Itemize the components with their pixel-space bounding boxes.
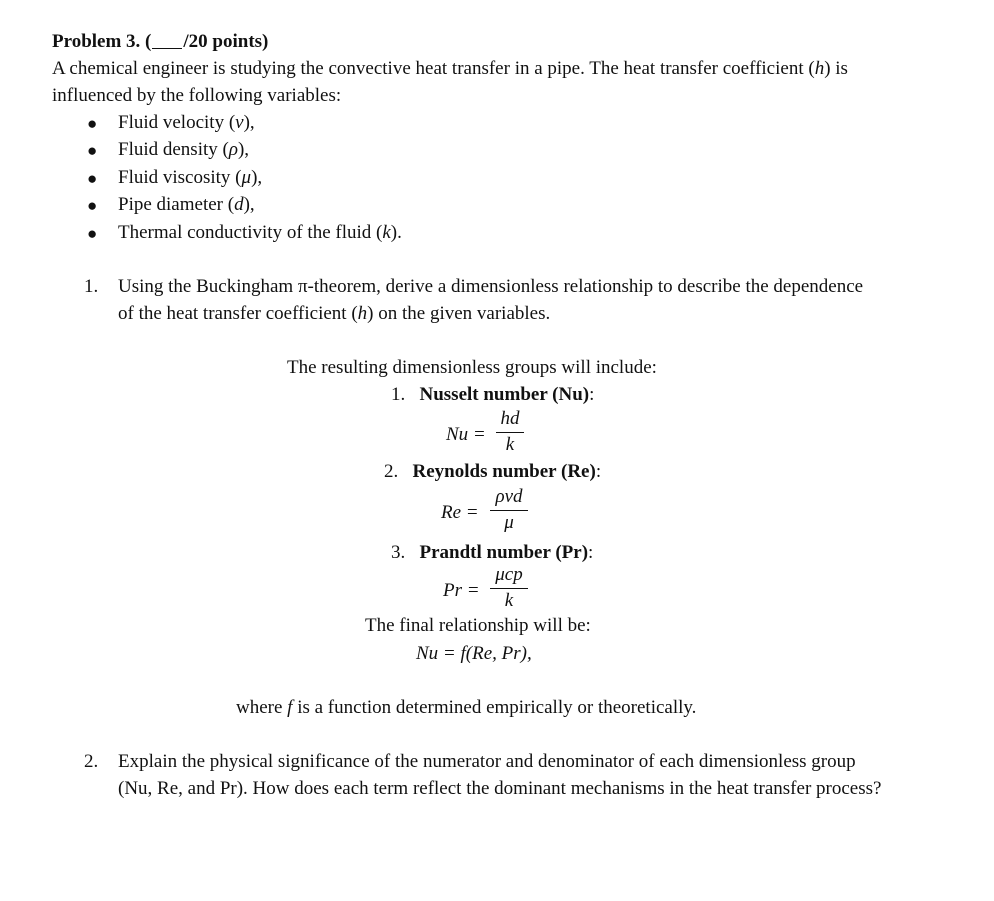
question-1-number: 1.	[84, 276, 99, 297]
nusselt-equation-lhs: Nu =	[446, 424, 486, 445]
question-2-number: 2.	[84, 751, 99, 772]
bullet-icon: ●	[87, 141, 98, 160]
prandtl-fraction: μcp k	[490, 563, 528, 612]
title-prefix: Problem 3. (	[52, 31, 152, 52]
list-item: Fluid velocity (v),	[118, 112, 255, 133]
reynolds-equation-lhs: Re =	[441, 502, 479, 523]
answer-intro: The resulting dimensionless groups will include:	[287, 357, 657, 378]
bullet-icon: ●	[87, 169, 98, 188]
points-blank	[152, 30, 182, 49]
group-2-heading: 2. Reynolds number (Re):	[384, 461, 602, 482]
question-2-line-1: Explain the physical significance of the numerator and denominator of each dimensionless group	[118, 751, 856, 772]
bullet-icon: ●	[87, 224, 98, 243]
final-equation: Nu = f(Re, Pr),	[416, 643, 532, 664]
title-suffix: /20 points)	[183, 31, 269, 52]
intro-line-1: A chemical engineer is studying the convective heat transfer in a pipe. The heat transfer coefficient (h) is	[52, 58, 848, 79]
list-item: Thermal conductivity of the fluid (k).	[118, 222, 402, 243]
list-item: Fluid viscosity (μ),	[118, 167, 263, 188]
list-item: Fluid density (ρ),	[118, 139, 250, 160]
list-item: Pipe diameter (d),	[118, 194, 255, 215]
question-1-line-1: Using the Buckingham π-theorem, derive a dimensionless relationship to describe the dependence	[118, 276, 864, 297]
question-1-line-2: of the heat transfer coefficient (h) on the given variables.	[118, 303, 551, 324]
reynolds-fraction: ρvd μ	[490, 485, 528, 534]
nusselt-fraction: hd k	[496, 407, 524, 456]
final-intro: The final relationship will be:	[365, 615, 591, 636]
prandtl-equation-lhs: Pr =	[443, 580, 480, 601]
bullet-icon: ●	[87, 196, 98, 215]
where-clause: where f is a function determined empirically or theoretically.	[236, 697, 697, 718]
problem-title	[52, 28, 268, 55]
group-3-heading: 3. Prandtl number (Pr):	[391, 542, 594, 563]
intro-line-2: influenced by the following variables:	[52, 85, 342, 106]
question-2-line-2: (Nu, Re, and Pr). How does each term reflect the dominant mechanisms in the heat transfer process?	[118, 778, 882, 799]
group-1-heading: 1. Nusselt number (Nu):	[391, 384, 595, 405]
bullet-icon: ●	[87, 114, 98, 133]
